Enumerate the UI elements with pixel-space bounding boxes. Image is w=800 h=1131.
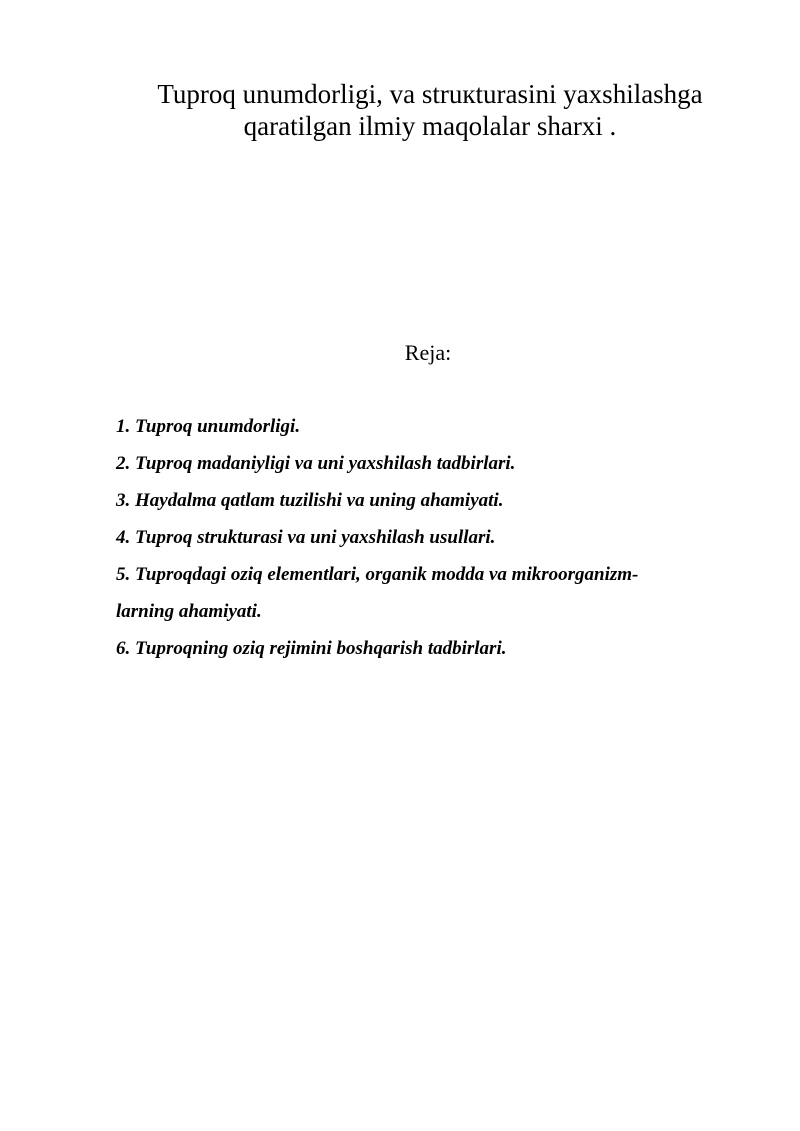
plan-item: 4. Tuproq strukturasi va uni yaxshilash usullari.: [116, 527, 496, 548]
plan-item: 2. Tuproq madaniyligi va uni yaxshilash tadbirlari.: [116, 453, 516, 474]
plan-item: 3. Haydalma qatlam tuzilishi va uning ahamiyati.: [116, 490, 504, 511]
title-line-2: qaratilgan ilmiy maqolalar sharxi .: [243, 111, 617, 141]
document-title: [100, 78, 760, 142]
plan-item: 1. Tuproq unumdorligi.: [116, 416, 301, 437]
plan-item: 6. Tuproqning oziq rejimini boshqarish tadbirlari.: [116, 638, 507, 659]
plan-item-continuation: larning ahamiyati.: [116, 601, 262, 622]
title-line-1: Tuproq unumdorligi, va struкturasini yaxshilashga: [157, 79, 703, 109]
plan-heading: Reja:: [404, 340, 452, 365]
plan-item: 5. Tuproqdagi oziq elementlari, organik modda va mikroorganizm-: [116, 564, 639, 585]
plan-list: [116, 408, 716, 667]
